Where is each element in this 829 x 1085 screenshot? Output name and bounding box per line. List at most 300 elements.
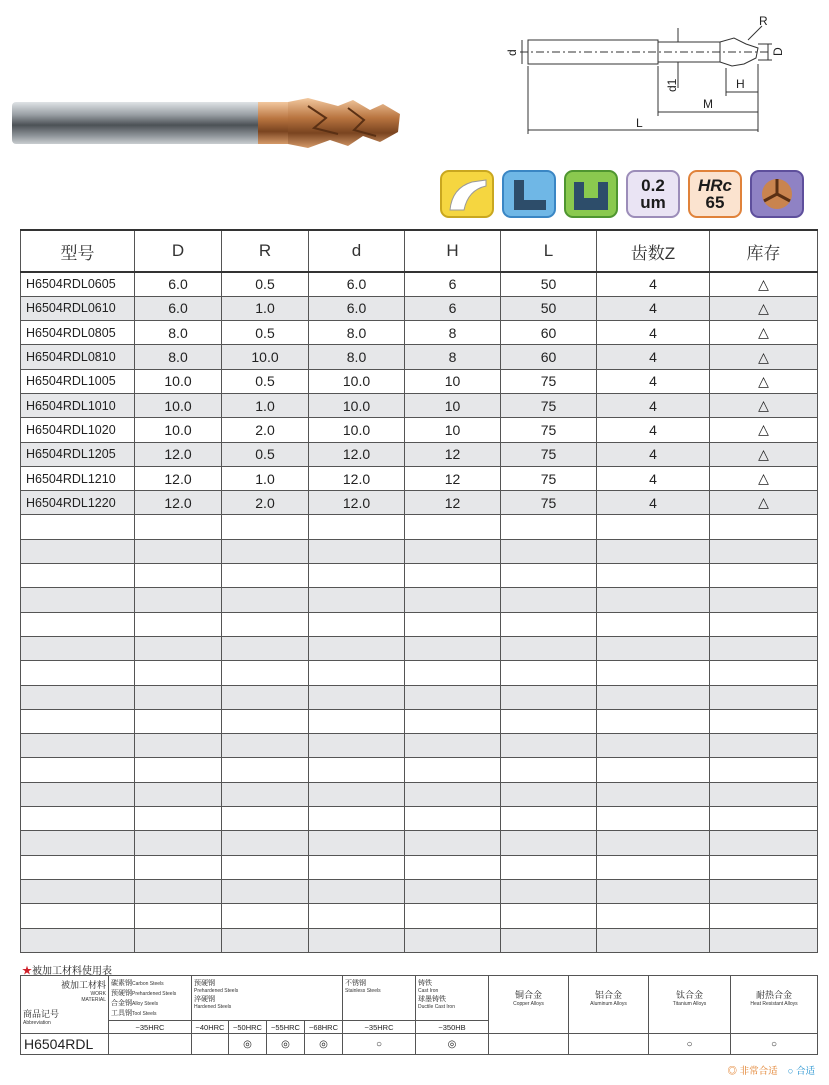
- R-cell: 0.5: [222, 272, 309, 296]
- empty-cell: [597, 685, 710, 709]
- empty-cell: [21, 564, 135, 588]
- spec-table: [20, 229, 818, 953]
- tolerance-value: 0.2: [641, 176, 665, 195]
- empty-cell: [21, 734, 135, 758]
- model-cell: H6504RDL0805: [21, 321, 135, 345]
- empty-cell: [135, 782, 222, 806]
- model-cell: H6504RDL1020: [21, 418, 135, 442]
- empty-cell: [222, 612, 309, 636]
- stock-cell: △: [710, 466, 818, 490]
- header-R: R: [222, 230, 309, 272]
- empty-cell: [710, 588, 818, 612]
- empty-cell: [309, 879, 405, 903]
- empty-row: [21, 661, 818, 685]
- suitability-cell: ○: [731, 1034, 818, 1055]
- empty-cell: [501, 564, 597, 588]
- R-cell: 0.5: [222, 369, 309, 393]
- label-d1: d1: [665, 78, 679, 92]
- D-cell: 12.0: [135, 491, 222, 515]
- empty-cell: [135, 928, 222, 952]
- empty-cell: [21, 758, 135, 782]
- flutes-cell: 4: [597, 466, 710, 490]
- empty-cell: [21, 636, 135, 660]
- empty-cell: [405, 831, 501, 855]
- empty-cell: [21, 539, 135, 563]
- empty-cell: [135, 709, 222, 733]
- empty-cell: [501, 709, 597, 733]
- legend-suitable: ○ 合适: [787, 1066, 815, 1077]
- D-cell: 6.0: [135, 272, 222, 296]
- empty-cell: [21, 515, 135, 539]
- group-titanium-alloys: 钛合金 Titanium Alloys: [649, 976, 731, 1034]
- empty-cell: [309, 782, 405, 806]
- spec-row: [21, 272, 818, 296]
- empty-cell: [501, 588, 597, 612]
- empty-cell: [405, 588, 501, 612]
- empty-row: [21, 855, 818, 879]
- empty-cell: [710, 904, 818, 928]
- flutes-cell: 4: [597, 418, 710, 442]
- dimension-diagram: [500, 8, 790, 138]
- empty-cell: [222, 782, 309, 806]
- header-flutes: 齿数Z: [597, 230, 710, 272]
- empty-cell: [21, 588, 135, 612]
- empty-cell: [710, 928, 818, 952]
- D-cell: 12.0: [135, 466, 222, 490]
- empty-cell: [710, 636, 818, 660]
- stock-cell: △: [710, 369, 818, 393]
- empty-cell: [710, 709, 818, 733]
- empty-cell: [309, 904, 405, 928]
- empty-cell: [135, 831, 222, 855]
- empty-cell: [21, 807, 135, 831]
- empty-cell: [222, 879, 309, 903]
- empty-cell: [222, 515, 309, 539]
- abbreviation-en: Abbreviation: [23, 1020, 51, 1026]
- L-cell: 75: [501, 466, 597, 490]
- header-d: d: [309, 230, 405, 272]
- empty-cell: [501, 807, 597, 831]
- empty-cell: [710, 758, 818, 782]
- label-R: R: [759, 14, 768, 28]
- flutes-cell: 4: [597, 345, 710, 369]
- empty-cell: [135, 807, 222, 831]
- empty-cell: [309, 709, 405, 733]
- R-cell: 2.0: [222, 491, 309, 515]
- tool-photo: [8, 92, 408, 154]
- empty-cell: [309, 758, 405, 782]
- empty-cell: [501, 758, 597, 782]
- hardness-label: HRc: [697, 176, 732, 195]
- empty-cell: [597, 879, 710, 903]
- empty-cell: [501, 928, 597, 952]
- empty-cell: [501, 661, 597, 685]
- model-cell: H6504RDL1005: [21, 369, 135, 393]
- d-cell: 12.0: [309, 491, 405, 515]
- empty-cell: [710, 782, 818, 806]
- shoulder-milling-icon: [502, 170, 556, 218]
- empty-row: [21, 636, 818, 660]
- group-stainless-steels: 不锈钢 Stainless Steels: [343, 976, 416, 1021]
- D-cell: 8.0: [135, 345, 222, 369]
- H-cell: 8: [405, 321, 501, 345]
- empty-row: [21, 685, 818, 709]
- R-cell: 1.0: [222, 466, 309, 490]
- spec-body: [21, 272, 818, 952]
- empty-cell: [309, 539, 405, 563]
- empty-cell: [135, 515, 222, 539]
- D-cell: 10.0: [135, 393, 222, 417]
- H-cell: 10: [405, 393, 501, 417]
- empty-cell: [135, 636, 222, 660]
- star-icon: ★: [22, 966, 32, 977]
- suitability-cell: [109, 1034, 192, 1055]
- tolerance-icon: [626, 170, 680, 218]
- empty-cell: [222, 661, 309, 685]
- empty-cell: [501, 904, 597, 928]
- label-L: L: [636, 116, 643, 130]
- empty-cell: [222, 564, 309, 588]
- stock-cell: △: [710, 345, 818, 369]
- empty-row: [21, 879, 818, 903]
- empty-cell: [309, 515, 405, 539]
- model-cell: H6504RDL1220: [21, 491, 135, 515]
- stock-cell: △: [710, 272, 818, 296]
- L-cell: 75: [501, 418, 597, 442]
- suitability-cell: ◎: [267, 1034, 305, 1055]
- label-D: D: [771, 47, 785, 56]
- suitability-cell: [489, 1034, 569, 1055]
- group-copper-alloys: 铜合金 Copper Alloys: [489, 976, 569, 1034]
- empty-cell: [405, 879, 501, 903]
- model-cell: H6504RDL0810: [21, 345, 135, 369]
- R-cell: 0.5: [222, 442, 309, 466]
- empty-cell: [501, 685, 597, 709]
- empty-cell: [710, 515, 818, 539]
- empty-cell: [501, 539, 597, 563]
- hrc-cell: ~55HRC: [267, 1021, 305, 1034]
- group-heat-resistant-alloys: 耐热合金 Heat Resistant Alloys: [731, 976, 818, 1034]
- empty-cell: [405, 636, 501, 660]
- empty-cell: [501, 831, 597, 855]
- d-cell: 12.0: [309, 466, 405, 490]
- empty-cell: [21, 928, 135, 952]
- label-H: H: [736, 77, 745, 91]
- model-cell: H6504RDL0605: [21, 272, 135, 296]
- model-cell: H6504RDL0610: [21, 296, 135, 320]
- empty-cell: [597, 928, 710, 952]
- empty-cell: [405, 564, 501, 588]
- stock-cell: △: [710, 491, 818, 515]
- empty-cell: [405, 539, 501, 563]
- hrc-cell: ~350HB: [416, 1021, 489, 1034]
- abbreviation-value: H6504RDL: [21, 1034, 109, 1055]
- empty-cell: [21, 831, 135, 855]
- empty-cell: [309, 807, 405, 831]
- empty-cell: [597, 904, 710, 928]
- d-cell: 6.0: [309, 272, 405, 296]
- empty-cell: [222, 758, 309, 782]
- L-cell: 75: [501, 393, 597, 417]
- empty-cell: [597, 734, 710, 758]
- empty-row: [21, 782, 818, 806]
- empty-cell: [21, 879, 135, 903]
- empty-cell: [710, 855, 818, 879]
- suitability-cell: ○: [649, 1034, 731, 1055]
- header-stock: 库存: [710, 230, 818, 272]
- empty-row: [21, 612, 818, 636]
- spec-row: [21, 466, 818, 490]
- empty-cell: [21, 782, 135, 806]
- empty-cell: [309, 685, 405, 709]
- empty-cell: [405, 807, 501, 831]
- empty-row: [21, 539, 818, 563]
- empty-row: [21, 831, 818, 855]
- empty-cell: [309, 734, 405, 758]
- header-D: D: [135, 230, 222, 272]
- empty-cell: [309, 928, 405, 952]
- slotting-icon: [564, 170, 618, 218]
- D-cell: 10.0: [135, 418, 222, 442]
- empty-cell: [309, 661, 405, 685]
- suitability-cell: ◎: [416, 1034, 489, 1055]
- empty-cell: [405, 904, 501, 928]
- R-cell: 1.0: [222, 393, 309, 417]
- empty-cell: [135, 588, 222, 612]
- empty-cell: [405, 515, 501, 539]
- empty-cell: [309, 855, 405, 879]
- empty-cell: [597, 612, 710, 636]
- empty-row: [21, 709, 818, 733]
- suitability-cell: ◎: [229, 1034, 267, 1055]
- empty-cell: [21, 709, 135, 733]
- spec-row: [21, 393, 818, 417]
- empty-cell: [710, 564, 818, 588]
- empty-cell: [135, 564, 222, 588]
- empty-cell: [135, 661, 222, 685]
- suitability-cell: [192, 1034, 229, 1055]
- empty-cell: [135, 612, 222, 636]
- empty-cell: [710, 685, 818, 709]
- H-cell: 10: [405, 369, 501, 393]
- empty-cell: [597, 831, 710, 855]
- hardness-icon: [688, 170, 742, 218]
- empty-row: [21, 734, 818, 758]
- empty-cell: [222, 904, 309, 928]
- hardness-value: 65: [705, 193, 725, 212]
- empty-cell: [405, 612, 501, 636]
- empty-cell: [309, 612, 405, 636]
- empty-cell: [222, 709, 309, 733]
- H-cell: 12: [405, 442, 501, 466]
- empty-cell: [405, 734, 501, 758]
- empty-row: [21, 928, 818, 952]
- empty-cell: [135, 685, 222, 709]
- empty-cell: [21, 904, 135, 928]
- empty-cell: [309, 564, 405, 588]
- empty-cell: [309, 636, 405, 660]
- spec-row: [21, 345, 818, 369]
- spec-header-row: [21, 230, 818, 272]
- abbreviation-cn: 商品记号: [23, 1009, 60, 1019]
- spec-row: [21, 321, 818, 345]
- empty-cell: [222, 539, 309, 563]
- empty-cell: [710, 612, 818, 636]
- spec-row: [21, 418, 818, 442]
- model-cell: H6504RDL1010: [21, 393, 135, 417]
- stock-cell: △: [710, 442, 818, 466]
- H-cell: 12: [405, 466, 501, 490]
- empty-cell: [405, 928, 501, 952]
- empty-cell: [405, 782, 501, 806]
- empty-cell: [597, 539, 710, 563]
- empty-cell: [597, 636, 710, 660]
- empty-cell: [710, 661, 818, 685]
- group-carbon-steels: 碳素钢Carbon Steels 预硬钢Prehardened Steels 合金钢Alloy Steels 工具钢Tool Steels: [109, 976, 192, 1021]
- empty-cell: [21, 661, 135, 685]
- empty-cell: [597, 564, 710, 588]
- empty-cell: [21, 855, 135, 879]
- empty-cell: [710, 879, 818, 903]
- spec-row: [21, 369, 818, 393]
- material-table: [20, 975, 818, 1055]
- H-cell: 12: [405, 491, 501, 515]
- L-cell: 50: [501, 272, 597, 296]
- flutes-cell: 4: [597, 369, 710, 393]
- D-cell: 6.0: [135, 296, 222, 320]
- empty-cell: [222, 831, 309, 855]
- label-M: M: [703, 97, 713, 111]
- tolerance-unit: um: [640, 193, 666, 212]
- L-cell: 50: [501, 296, 597, 320]
- d-cell: 8.0: [309, 321, 405, 345]
- R-cell: 0.5: [222, 321, 309, 345]
- legend-very-suitable: ◎ 非常合适: [727, 1066, 778, 1077]
- header-H: H: [405, 230, 501, 272]
- R-cell: 10.0: [222, 345, 309, 369]
- group-aluminum-alloys: 铝合金 Aluminum Alloys: [569, 976, 649, 1034]
- header-L: L: [501, 230, 597, 272]
- empty-cell: [597, 807, 710, 831]
- flutes-cell: 4: [597, 272, 710, 296]
- empty-cell: [597, 661, 710, 685]
- empty-cell: [501, 612, 597, 636]
- H-cell: 8: [405, 345, 501, 369]
- d-cell: 8.0: [309, 345, 405, 369]
- empty-cell: [222, 928, 309, 952]
- empty-cell: [597, 709, 710, 733]
- L-cell: 60: [501, 321, 597, 345]
- legend: [727, 1063, 815, 1077]
- flutes-cell: 4: [597, 491, 710, 515]
- hrc-cell: ~50HRC: [229, 1021, 267, 1034]
- flutes-cell: 4: [597, 393, 710, 417]
- empty-cell: [135, 855, 222, 879]
- flutes-cell: 4: [597, 442, 710, 466]
- feature-icon-row: [440, 170, 804, 218]
- hrc-cell: ~40HRC: [192, 1021, 229, 1034]
- work-material-en2: MATERIAL: [81, 997, 106, 1003]
- header-model: 型号: [21, 230, 135, 272]
- empty-cell: [405, 709, 501, 733]
- suitability-cell: ○: [343, 1034, 416, 1055]
- H-cell: 10: [405, 418, 501, 442]
- D-cell: 12.0: [135, 442, 222, 466]
- hrc-cell: ~35HRC: [109, 1021, 192, 1034]
- empty-cell: [135, 758, 222, 782]
- empty-cell: [501, 636, 597, 660]
- empty-cell: [501, 734, 597, 758]
- empty-cell: [135, 904, 222, 928]
- empty-cell: [710, 734, 818, 758]
- stock-cell: △: [710, 321, 818, 345]
- empty-cell: [222, 734, 309, 758]
- empty-cell: [710, 539, 818, 563]
- empty-cell: [405, 758, 501, 782]
- D-cell: 10.0: [135, 369, 222, 393]
- model-cell: H6504RDL1210: [21, 466, 135, 490]
- L-cell: 60: [501, 345, 597, 369]
- hrc-cell: ~68HRC: [305, 1021, 343, 1034]
- work-material-cn: 被加工材料: [60, 980, 106, 990]
- stock-cell: △: [710, 418, 818, 442]
- empty-row: [21, 904, 818, 928]
- flutes-cell: 4: [597, 321, 710, 345]
- suitability-cell: [569, 1034, 649, 1055]
- empty-cell: [405, 855, 501, 879]
- empty-cell: [405, 661, 501, 685]
- group-cast-iron: 铸铁 Cast Iron 球墨铸铁 Ductile Cast Iron: [416, 976, 489, 1021]
- empty-cell: [222, 807, 309, 831]
- work-material-en1: WORK: [90, 991, 106, 997]
- H-cell: 6: [405, 272, 501, 296]
- material-corner-cell: [21, 976, 109, 1034]
- empty-row: [21, 807, 818, 831]
- group-hardened-steels: 预硬钢 Prehardened Steels 淬硬钢 Hardened Steels: [192, 976, 343, 1021]
- empty-cell: [597, 588, 710, 612]
- empty-row: [21, 758, 818, 782]
- flutes-cell: 4: [597, 296, 710, 320]
- L-cell: 75: [501, 442, 597, 466]
- empty-cell: [597, 758, 710, 782]
- empty-cell: [222, 588, 309, 612]
- R-cell: 1.0: [222, 296, 309, 320]
- H-cell: 6: [405, 296, 501, 320]
- suitability-cell: ◎: [305, 1034, 343, 1055]
- empty-cell: [501, 855, 597, 879]
- empty-cell: [501, 879, 597, 903]
- spec-row: [21, 442, 818, 466]
- d-cell: 12.0: [309, 442, 405, 466]
- empty-row: [21, 515, 818, 539]
- empty-cell: [710, 807, 818, 831]
- L-cell: 75: [501, 369, 597, 393]
- empty-row: [21, 564, 818, 588]
- d-cell: 10.0: [309, 418, 405, 442]
- spec-row: [21, 491, 818, 515]
- d-cell: 10.0: [309, 369, 405, 393]
- empty-cell: [309, 831, 405, 855]
- empty-cell: [309, 588, 405, 612]
- R-cell: 2.0: [222, 418, 309, 442]
- D-cell: 8.0: [135, 321, 222, 345]
- empty-cell: [501, 782, 597, 806]
- empty-cell: [222, 855, 309, 879]
- empty-cell: [135, 879, 222, 903]
- material-table-title: ★被加工材料使用表: [22, 966, 112, 977]
- stock-cell: △: [710, 393, 818, 417]
- empty-cell: [135, 539, 222, 563]
